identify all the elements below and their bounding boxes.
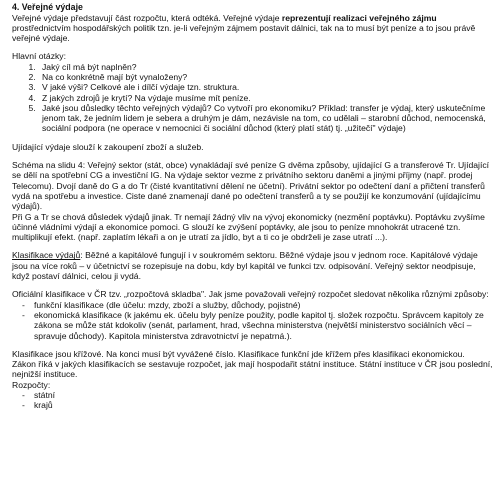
rozpocty-list <box>12 390 494 411</box>
rozpocty-title: Rozpočty: <box>12 379 51 390</box>
questions-list <box>12 62 494 134</box>
klasifikace-text: : Běžné a kapitálové fungují i v soukromém sektoru. Běžné výdaje jsou v jednom roce. Kapitálové výdaje jsou na více roků – v účetnictví se rozepisuje na dobu, kdy byl kapitál ve funkci tzv. odpisování. Veřejný sektor neodpisuje, když postaví dálnici, celou ji vydá. <box>12 250 478 282</box>
zakon-paragraph: Zákon říká v jakých klasifikacích se sestavuje rozpočet, jak mají hospodařit státní instituce. Státní instituce v ČR jsou poslední, nejnižší instituce. <box>12 359 493 380</box>
question-item: 1. Jaký cíl má být naplněn? <box>38 62 494 72</box>
intro-text-2: prostřednictvím hospodářských politik tzn. je-li veřejným zájmem postavit dálnici, tak na to musí být peníze a to jsou právě veřejné výdaje. <box>12 22 476 44</box>
question-item: 3. V jaké výši? Celkové ale i dílčí výdaje tzn. struktura. <box>38 82 494 92</box>
intro-text-1: Veřejné výdaje představují část rozpočtu, která odtéká. Veřejné výdaje <box>12 12 282 23</box>
schema-paragraph-2: Při G a Tr se chová důsledek výdajů jinak. Tr nemají žádný vliv na vývoj ekonomicky (nezmění poptávku). Poptávku zvyšíme účinné vládními výdají a ekonomice pomoci. G slouží ke zvýšení poptávky, ale jsou to peníze mnohokrát utracené tzn. multiplikují efekt. (např. zaplatím lékaři a on je utratí za jídlo, byt a ti co je obdrželi je zase utratí ...). <box>12 211 485 243</box>
intro-paragraph <box>12 13 494 44</box>
oficialni-item: - ekonomická klasifikace (k jakému ek. účelu byly peníze použity, podle kapitol tj. složek rozpočtu. Správcem kapitoly ze zákona se může stát kdokoliv (senát, parlament, hrad, všechna ministerstva (největší ministerstvo sociálních věcí – spravuje důchody). Kapitola ministerstva zdravotnictví je nepatrná.). <box>12 310 494 341</box>
ujidajici-line: Ujídající výdaje slouží k zakoupení zboží a služeb. <box>12 141 204 152</box>
schema-paragraph: Schéma na slidu 4: Veřejný sektor (stát, obce) vynakládají své peníze G dvěma způsoby, ujídající G a transferové Tr. Ujídající se dělí na spotřební CG a investiční IG. Na výdaje sektor vezme z privátního sektoru daněmi a jinými příjmy (např. prodej Telecomu). Dvojí daně do G a do Tr (čisté kvantitativní dělení ne účetní). Privátní sektor po odečtení daní a přičtení transferů vydá na spotřebu a investice. Ciste dané znamenají dané po odečtení transferů a ty se použijí ke konzumování (ujídajícímu výdajů). <box>12 160 490 212</box>
questions-title: Hlavní otázky: <box>12 51 66 62</box>
question-item: 2. Na co konkrétně mají být vynaloženy? <box>38 72 494 82</box>
klasifikace-label: Klasifikace výdajů <box>12 250 81 261</box>
intro-bold: reprezentují realizaci veřejného zájmu <box>281 12 437 23</box>
document-page <box>12 2 494 411</box>
question-item: 5. Jaké jsou důsledky těchto veřejných výdajů? Co vytvoří pro ekonomiku? Příklad: transfer je výdaj, který uskutečníme jenom tak, že jedním lidem je sebera a druhým je dám, nezávisle na tom, co udělali – starobní důchod, nemocenská, sociální podpora (ne operace v nemocnici či sociální důchod (který platí stát) tj. „užitečí" výdaje) <box>38 103 494 134</box>
klasifikace-paragraph <box>12 250 494 281</box>
krizove-paragraph: Klasifikace jsou křížové. Na konci musí být vyvážené číslo. Klasifikace funkční jde křížem přes klasifikaci ekonomickou. <box>12 348 465 359</box>
rozpocty-item: - státní <box>12 390 494 400</box>
question-item: 4. Z jakých zdrojů je krytí? Na výdaje musíme mít peníze. <box>38 93 494 103</box>
rozpocty-item: - krajů <box>12 400 494 410</box>
oficialni-item: - funkční klasifikace (dle účelu: mzdy, zboží a služby, důchody, pojistné) <box>12 300 494 310</box>
section-heading: 4. Veřejné výdaje <box>12 2 83 12</box>
oficialni-paragraph: Oficiální klasifikace v ČR tzv. „rozpočtová skladba". Jak jsme považovali veřejný rozpočet sledovat několika různými způsoby: <box>12 289 489 300</box>
oficialni-list <box>12 300 494 341</box>
